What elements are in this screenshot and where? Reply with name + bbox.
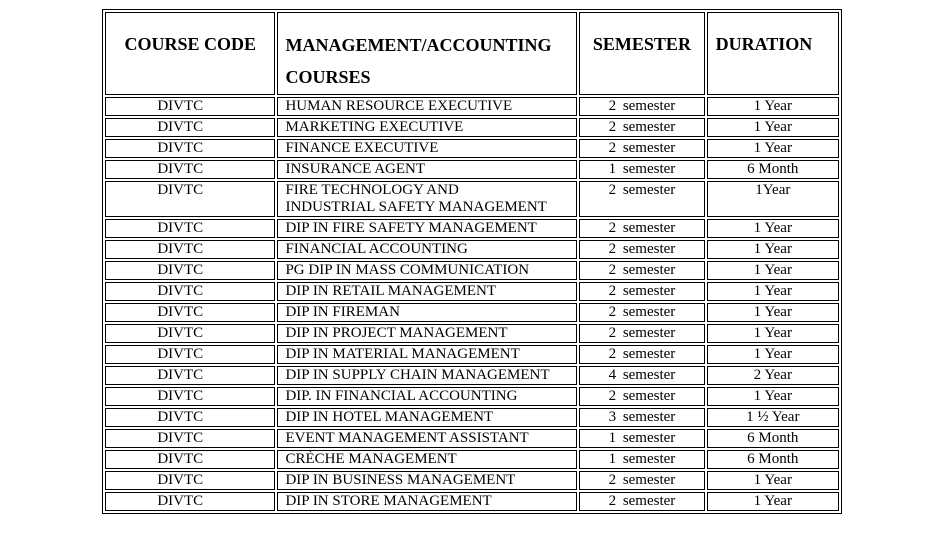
table-row [105,492,839,511]
course-code-cell: DIVTC [105,324,275,343]
table-row [105,366,839,385]
course-code-cell: DIVTC [105,450,275,469]
course-code-cell: DIVTC [105,471,275,490]
table-row [105,408,839,427]
semester-cell: 2 semester [579,324,704,343]
duration-cell: 1 Year [707,240,839,259]
duration-cell: 1 Year [707,282,839,301]
semester-cell: 2 semester [579,118,704,137]
courses-table [102,9,842,514]
duration-cell: 1 ½ Year [707,408,839,427]
header-course-name-line1: MANAGEMENT/ACCOUNTING [285,35,552,55]
duration-cell: 1 Year [707,219,839,238]
course-name-cell: DIP IN SUPPLY CHAIN MANAGEMENT [277,366,577,385]
semester-cell: 4 semester [579,366,704,385]
course-name-cell: DIP IN FIRE SAFETY MANAGEMENT [277,219,577,238]
table-row [105,450,839,469]
course-name-cell: FINANCIAL ACCOUNTING [277,240,577,259]
course-code-cell: DIVTC [105,282,275,301]
course-name-cell: PG DIP IN MASS COMMUNICATION [277,261,577,280]
semester-cell: 2 semester [579,282,704,301]
table-row [105,324,839,343]
table-row [105,240,839,259]
duration-cell: 1 Year [707,387,839,406]
course-code-cell: DIVTC [105,303,275,322]
course-name-cell: DIP IN PROJECT MANAGEMENT [277,324,577,343]
duration-cell: 1 Year [707,139,839,158]
semester-cell: 2 semester [579,219,704,238]
table-row [105,387,839,406]
header-course-name-line2: COURSES [285,67,371,87]
table-row [105,118,839,137]
course-code-cell: DIVTC [105,408,275,427]
duration-cell: 1 Year [707,303,839,322]
semester-cell: 2 semester [579,139,704,158]
table-row [105,471,839,490]
course-code-cell: DIVTC [105,139,275,158]
course-name-cell: FINANCE EXECUTIVE [277,139,577,158]
semester-cell: 2 semester [579,492,704,511]
course-name-cell: INSURANCE AGENT [277,160,577,179]
semester-cell: 2 semester [579,261,704,280]
course-code-cell: DIVTC [105,387,275,406]
course-code-cell: DIVTC [105,429,275,448]
course-name-line1: FIRE TECHNOLOGY AND [285,182,459,198]
course-name-cell: CRÈCHE MANAGEMENT [277,450,577,469]
course-name-cell: DIP IN BUSINESS MANAGEMENT [277,471,577,490]
table-row [105,282,839,301]
course-code-cell: DIVTC [105,366,275,385]
duration-cell: 1 Year [707,492,839,511]
duration-cell: 6 Month [707,160,839,179]
semester-cell: 2 semester [579,345,704,364]
duration-cell: 2 Year [707,366,839,385]
duration-cell: 1 Year [707,345,839,364]
table-row [105,261,839,280]
course-name-cell: DIP. IN FINANCIAL ACCOUNTING [277,387,577,406]
course-name-cell: HUMAN RESOURCE EXECUTIVE [277,97,577,116]
course-code-cell: DIVTC [105,492,275,511]
table-row [105,181,839,217]
course-code-cell: DIVTC [105,345,275,364]
table-row [105,429,839,448]
course-name-cell: DIP IN MATERIAL MANAGEMENT [277,345,577,364]
course-code-cell: DIVTC [105,261,275,280]
semester-cell: 2 semester [579,303,704,322]
table-row [105,139,839,158]
table-row [105,97,839,116]
header-course-name [277,12,577,95]
course-name-cell: DIP IN RETAIL MANAGEMENT [277,282,577,301]
course-code-cell: DIVTC [105,160,275,179]
duration-cell: 1Year [707,181,839,217]
table-row [105,303,839,322]
course-name-cell: EVENT MANAGEMENT ASSISTANT [277,429,577,448]
header-semester: SEMESTER [579,12,704,95]
header-course-code: COURSE CODE [105,12,275,95]
course-name-cell: DIP IN STORE MANAGEMENT [277,492,577,511]
table-row [105,160,839,179]
semester-cell: 2 semester [579,240,704,259]
semester-cell: 1 semester [579,429,704,448]
table-row [105,345,839,364]
course-code-cell: DIVTC [105,240,275,259]
course-name-cell: MARKETING EXECUTIVE [277,118,577,137]
course-name-cell [277,181,577,217]
duration-cell: 6 Month [707,450,839,469]
semester-cell: 3 semester [579,408,704,427]
semester-cell: 1 semester [579,450,704,469]
table-row [105,219,839,238]
semester-cell: 1 semester [579,160,704,179]
course-code-cell: DIVTC [105,181,275,217]
table-body [105,97,839,511]
course-name-cell: DIP IN HOTEL MANAGEMENT [277,408,577,427]
semester-cell: 2 semester [579,97,704,116]
semester-cell: 2 semester [579,387,704,406]
course-name-cell: DIP IN FIREMAN [277,303,577,322]
course-code-cell: DIVTC [105,118,275,137]
course-code-cell: DIVTC [105,97,275,116]
header-duration: DURATION [707,12,839,95]
duration-cell: 1 Year [707,471,839,490]
duration-cell: 1 Year [707,261,839,280]
duration-cell: 6 Month [707,429,839,448]
semester-cell: 2 semester [579,181,704,217]
semester-cell: 2 semester [579,471,704,490]
course-code-cell: DIVTC [105,219,275,238]
duration-cell: 1 Year [707,97,839,116]
duration-cell: 1 Year [707,118,839,137]
duration-cell: 1 Year [707,324,839,343]
header-row [105,12,839,95]
course-name-line2: INDUSTRIAL SAFETY MANAGEMENT [285,199,547,215]
